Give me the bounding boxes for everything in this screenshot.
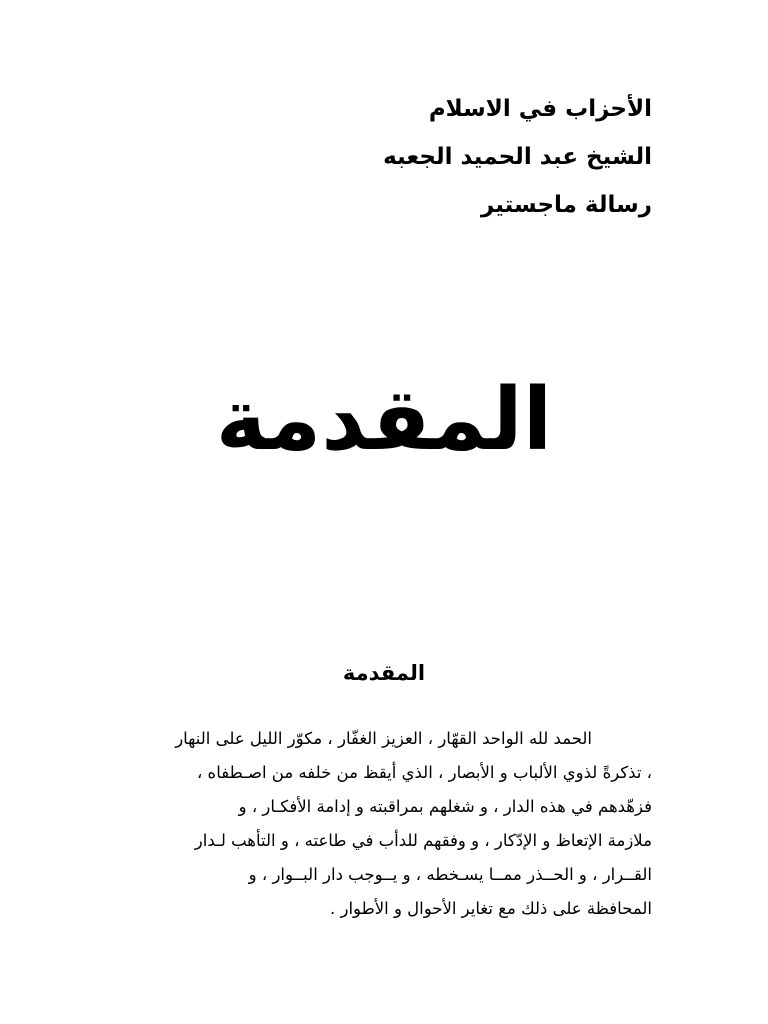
paragraph-line: ، تذكرةً لذوي الألباب و الأبصار ، الذي أيقظ من خلفه من اصـطفاه ، [196,763,652,782]
paragraph-line: ملازمة الإتعاظ و الإدّكار ، و وفقهم للدأب في طاعته ، و التأهب لـدار [194,831,652,850]
document-header [112,85,652,229]
section-heading: المقدمة [342,661,426,685]
paragraph-line: المحافظة على ذلك مع تغاير الأحوال و الأطوار . [330,899,652,918]
page-title: المقدمة [215,370,553,470]
header-degree: رسالة ماجستير [480,192,652,218]
paragraph-line: فزهّدهم في هذه الدار ، و شغلهم بمراقبته و إدامة الأفكـار ، و [238,797,652,816]
paragraph-line: الحمد لله الواحد القهّار ، العزيز الغفّار ، مكوّر الليل على النهار [175,729,592,748]
header-author: الشيخ عبد الحميد الجعبه [383,144,652,170]
header-topic: الأحزاب في الاسلام [428,96,652,122]
paragraph-line: القــرار ، و الحــذر ممــا يسـخطه ، و يــوجب دار البــوار ، و [248,865,652,884]
body-paragraph [107,722,652,926]
